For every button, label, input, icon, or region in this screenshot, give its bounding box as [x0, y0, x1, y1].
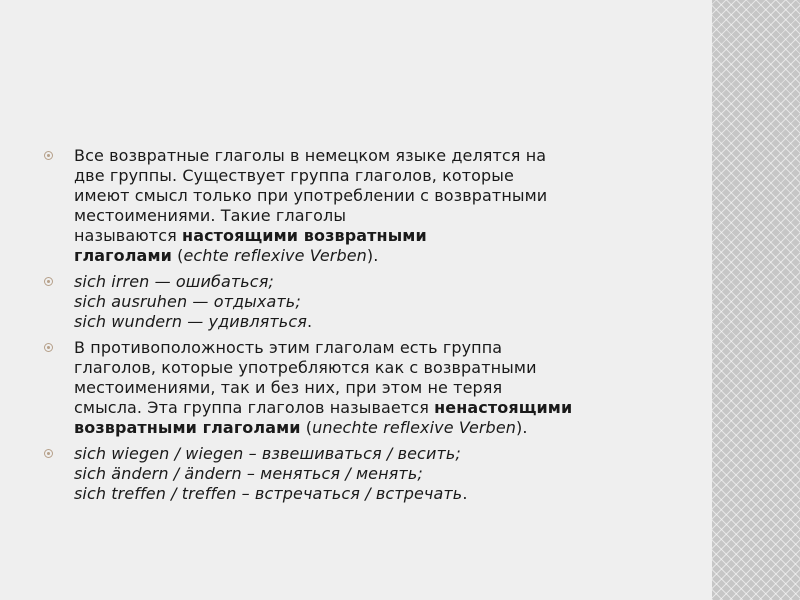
text-line: [74, 418, 684, 438]
text-line: [74, 246, 684, 266]
text-span: называются: [74, 226, 183, 245]
italic-term: echte reflexive Verben: [183, 246, 367, 265]
example-line: sich ausruhen — отдыхать;: [74, 292, 301, 311]
bullet-circle-icon: [44, 343, 53, 352]
decorative-side-band: [712, 0, 800, 600]
bullet-item-examples-true: [44, 272, 684, 332]
example-line: [74, 484, 684, 504]
bullet-item-examples-false: [44, 444, 684, 504]
example-line: sich irren — ошибаться;: [74, 272, 274, 291]
italic-term: unechte reflexive Verben: [312, 418, 517, 437]
text-line: имеют смысл только при употреблении с возвратными: [74, 186, 548, 205]
text-span: смысла. Эта группа глаголов называется: [74, 398, 435, 417]
text-line: местоимениями. Такие глаголы: [74, 206, 347, 225]
text-line: В противоположность этим глаголам есть группа: [74, 338, 503, 357]
bullet-circle-icon: [44, 449, 53, 458]
text-line: [74, 398, 684, 418]
bold-term: возвратными глаголами: [74, 418, 301, 437]
example-line: sich wiegen / wiegen – взвешиваться / весить;: [74, 444, 461, 463]
text-span: .: [306, 312, 313, 331]
example-line: sich ändern / ändern – меняться / менять;: [74, 464, 423, 483]
bold-term: настоящими возвратными: [182, 226, 427, 245]
text-line: Все возвратные глаголы в немецком языке делятся на: [74, 146, 547, 165]
bold-term: глаголами: [74, 246, 172, 265]
text-line: местоимениями, так и без них, при этом не теряя: [74, 378, 503, 397]
bullet-circle-icon: [44, 277, 53, 286]
bullet-item-false-reflexive: [44, 338, 684, 438]
text-span: (: [300, 418, 313, 437]
text-span: ).: [516, 418, 528, 437]
text-span: .: [462, 484, 468, 503]
text-span: ).: [366, 246, 379, 265]
example-line: [74, 312, 684, 332]
text-line: две группы. Существует группа глаголов, которые: [74, 166, 514, 185]
text-span: (: [171, 246, 184, 265]
bullet-circle-icon: [44, 151, 53, 160]
text-line: глаголов, которые употребляются как с возвратными: [74, 358, 537, 377]
italic-text: sich treffen / treffen – встречаться / встречать: [74, 484, 463, 503]
bold-term: ненастоящими: [434, 398, 573, 417]
bullet-item-true-reflexive: [44, 146, 684, 266]
italic-text: sich wundern — удивляться: [74, 312, 307, 331]
slide-content: [44, 146, 684, 510]
text-line: [74, 226, 684, 246]
